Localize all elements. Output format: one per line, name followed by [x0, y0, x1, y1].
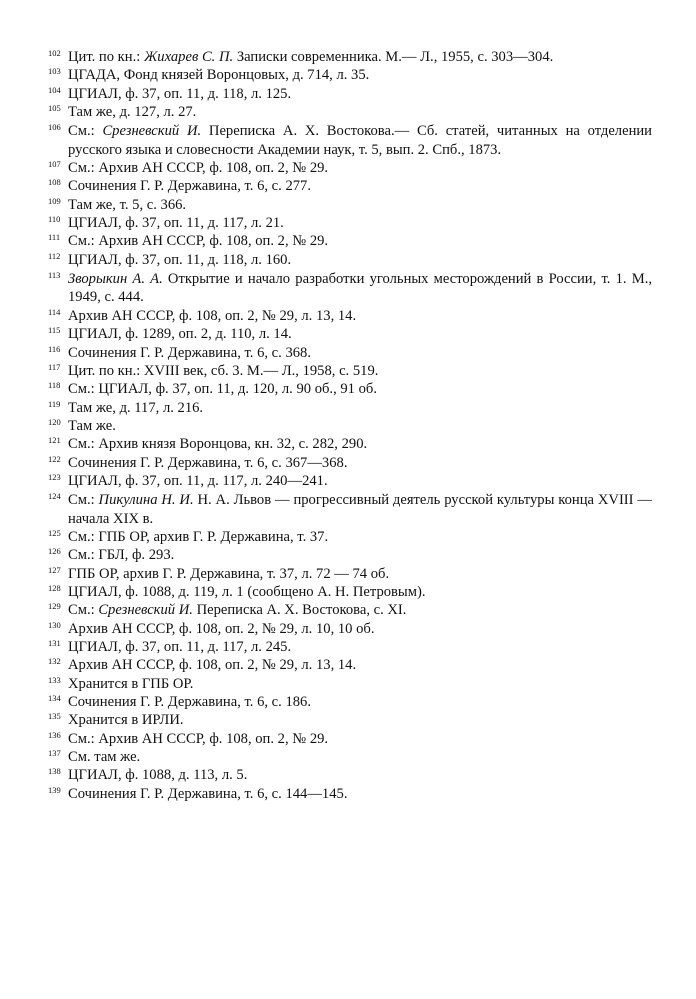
footnote-132: [48, 656, 652, 674]
footnote-text: Открытие и начало разработки угольных месторождений в России, т. 1. М., 1949, с. 444.: [68, 271, 652, 306]
footnote-text: Хранится в ГПБ ОР.: [68, 675, 194, 692]
footnotes-page: [48, 48, 652, 803]
footnote-author: Жихарев С. П.: [143, 49, 234, 65]
footnote-text: ЦГИАЛ, ф. 1088, д. 113, л. 5.: [68, 767, 248, 784]
footnote-text: ЦГИАЛ, ф. 37, оп. 11, д. 117, л. 245.: [68, 639, 292, 655]
footnote-text: Архив АН СССР, ф. 108, оп. 2, № 29, л. 13, 14.: [68, 657, 357, 674]
footnote-number: 136: [48, 729, 61, 740]
footnote-138: [48, 766, 652, 784]
footnote-text: Сочинения Г. Р. Державина, т. 6, с. 144—145.: [68, 785, 348, 802]
footnote-124: [48, 490, 652, 528]
footnote-number: 106: [48, 122, 61, 133]
footnote-text: Переписка А. Х. Востокова.— Сб. статей, читанных на отделении русского языка и словесности Академии наук, т. 5, вып. 2. Спб., 1873.: [68, 123, 652, 158]
footnote-number: 103: [48, 66, 61, 77]
footnote-text: См.: Архив АН СССР, ф. 108, оп. 2, № 29.: [68, 730, 329, 747]
footnote-text: Цит. по кн.: XVIII век, сб. 3. М.— Л., 1958, с. 519.: [68, 362, 379, 379]
footnote-108: [48, 177, 652, 195]
footnote-number: 124: [48, 491, 61, 502]
footnote-number: 119: [48, 398, 61, 409]
footnote-number: 138: [48, 766, 61, 777]
footnote-text: ЦГАДА, Фонд князей Воронцовых, д. 714, л. 35.: [68, 67, 370, 84]
footnote-118: [48, 380, 652, 398]
footnote-111: [48, 232, 652, 250]
footnote-110: [48, 214, 652, 232]
footnote-123: [48, 472, 652, 490]
footnote-number: 104: [48, 84, 61, 95]
footnote-number: 134: [48, 693, 61, 704]
footnote-number: 118: [48, 380, 61, 391]
footnote-102: [48, 48, 652, 66]
footnote-125: [48, 528, 652, 546]
footnote-128: [48, 583, 652, 601]
footnote-number: 135: [48, 711, 61, 722]
footnote-number: 115: [48, 325, 61, 336]
footnote-number: 120: [48, 416, 61, 427]
footnote-text: Архив АН СССР, ф. 108, оп. 2, № 29, л. 13, 14.: [68, 307, 357, 324]
footnote-112: [48, 251, 652, 269]
footnote-author: Пикулина Н. И.: [98, 492, 194, 509]
footnote-text: Сочинения Г. Р. Державина, т. 6, с. 368.: [68, 344, 311, 361]
footnote-number: 129: [48, 601, 61, 612]
footnote-text: Сочинения Г. Р. Державина, т. 6, с. 367—368.: [68, 454, 348, 471]
footnote-number: 131: [48, 638, 61, 648]
footnote-number: 121: [48, 435, 61, 446]
footnote-133: [48, 675, 652, 693]
footnote-number: 112: [48, 250, 61, 261]
footnote-text: Цит. по кн.:: [68, 49, 144, 65]
footnote-135: [48, 711, 652, 729]
footnote-text: ЦГИАЛ, ф. 37, оп. 11, д. 118, л. 125.: [68, 85, 292, 102]
footnote-120: [48, 417, 652, 435]
footnote-text: ЦГИАЛ, ф. 37, оп. 11, д. 117, л. 21.: [68, 215, 284, 232]
footnote-119: [48, 399, 652, 417]
footnote-number: 114: [48, 306, 61, 317]
footnote-text: См.: Архив князя Воронцова, кн. 32, с. 282, 290.: [68, 436, 368, 453]
footnote-137: [48, 748, 652, 766]
footnote-number: 122: [48, 453, 61, 464]
footnote-122: [48, 454, 652, 472]
footnote-text: Архив АН СССР, ф. 108, оп. 2, № 29, л. 10, 10 об.: [68, 620, 375, 637]
footnote-text: Там же, д. 127, л. 27.: [68, 104, 197, 121]
footnote-105: [48, 103, 652, 121]
footnote-number: 111: [48, 232, 61, 243]
footnote-126: [48, 546, 652, 564]
footnote-author: Зворыкин А. А.: [68, 271, 163, 288]
footnote-text: ЦГИАЛ, ф. 37, оп. 11, д. 117, л. 240—241.: [68, 472, 328, 489]
footnote-121: [48, 435, 652, 453]
footnote-139: [48, 785, 652, 803]
footnote-text: См.:: [68, 123, 103, 140]
footnote-text: Сочинения Г. Р. Державина, т. 6, с. 186.: [68, 694, 311, 711]
footnote-134: [48, 693, 652, 711]
footnote-number: 137: [48, 748, 61, 759]
footnote-106: [48, 121, 652, 159]
footnote-131: [48, 638, 652, 656]
footnote-104: [48, 85, 652, 103]
footnote-text: ЦГИАЛ, ф. 1289, оп. 2, д. 110, л. 14.: [68, 326, 292, 343]
footnote-text: Там же, т. 5, с. 366.: [68, 196, 187, 213]
footnote-136: [48, 730, 652, 748]
footnote-117: [48, 362, 652, 380]
footnote-number: 117: [48, 361, 61, 372]
footnote-author: Срезневский И.: [98, 602, 193, 619]
footnote-116: [48, 344, 652, 362]
footnote-number: 139: [48, 784, 61, 795]
footnote-number: 102: [48, 48, 61, 58]
footnote-103: [48, 66, 652, 84]
footnote-number: 128: [48, 582, 61, 593]
footnote-129: [48, 601, 652, 619]
footnote-number: 109: [48, 195, 61, 206]
footnote-number: 113: [48, 270, 61, 281]
footnote-text: ЦГИАЛ, ф. 37, оп. 11, д. 118, л. 160.: [68, 251, 292, 268]
footnote-text: См. там же.: [68, 749, 141, 766]
footnote-127: [48, 565, 652, 583]
footnote-number: 107: [48, 159, 61, 170]
footnote-text: Переписка А. Х. Востокова, с. XI.: [192, 602, 407, 619]
footnote-text: См.:: [68, 492, 99, 509]
footnote-text: ГПБ ОР, архив Г. Р. Державина, т. 37, л. 72 — 74 об.: [68, 565, 390, 582]
footnote-text: См.: ЦГИАЛ, ф. 37, оп. 11, д. 120, л. 90 об., 91 об.: [68, 381, 377, 398]
footnote-109: [48, 196, 652, 214]
footnote-text: Там же.: [68, 417, 116, 434]
footnote-text: Записки современника. М.— Л., 1955, с. 303—304.: [233, 49, 554, 65]
footnote-number: 126: [48, 546, 61, 557]
footnote-number: 105: [48, 103, 61, 114]
footnote-114: [48, 307, 652, 325]
footnote-text: См.:: [68, 602, 99, 619]
footnote-text: См.: ГПБ ОР, архив Г. Р. Державина, т. 37.: [68, 528, 329, 545]
footnote-text: См.: Архив АН СССР, ф. 108, оп. 2, № 29.: [68, 233, 329, 250]
footnote-107: [48, 159, 652, 177]
footnote-number: 110: [48, 214, 61, 225]
footnote-text: См.: ГБЛ, ф. 293.: [68, 547, 175, 564]
footnote-number: 123: [48, 471, 61, 482]
footnote-text: Там же, д. 117, л. 216.: [68, 399, 204, 416]
footnote-text: ЦГИАЛ, ф. 1088, д. 119, л. 1 (сообщено А. Н. Петровым).: [68, 583, 426, 600]
footnote-text: См.: Архив АН СССР, ф. 108, оп. 2, № 29.: [68, 160, 329, 177]
footnote-number: 127: [48, 564, 61, 575]
footnote-text: Сочинения Г. Р. Державина, т. 6, с. 277.: [68, 178, 311, 195]
footnote-113: [48, 269, 652, 307]
footnote-number: 108: [48, 177, 61, 188]
footnote-author: Срезневский И.: [102, 123, 202, 140]
footnote-number: 125: [48, 527, 61, 538]
footnote-number: 116: [48, 343, 61, 354]
footnote-number: 133: [48, 674, 61, 685]
footnote-130: [48, 620, 652, 638]
footnote-text: Хранится в ИРЛИ.: [68, 712, 184, 729]
footnote-115: [48, 325, 652, 343]
footnote-number: 130: [48, 619, 61, 630]
footnote-text: Н. А. Львов — прогрессивный деятель русской культуры конца XVIII — начала XIX в.: [68, 492, 652, 527]
footnote-number: 132: [48, 656, 61, 667]
